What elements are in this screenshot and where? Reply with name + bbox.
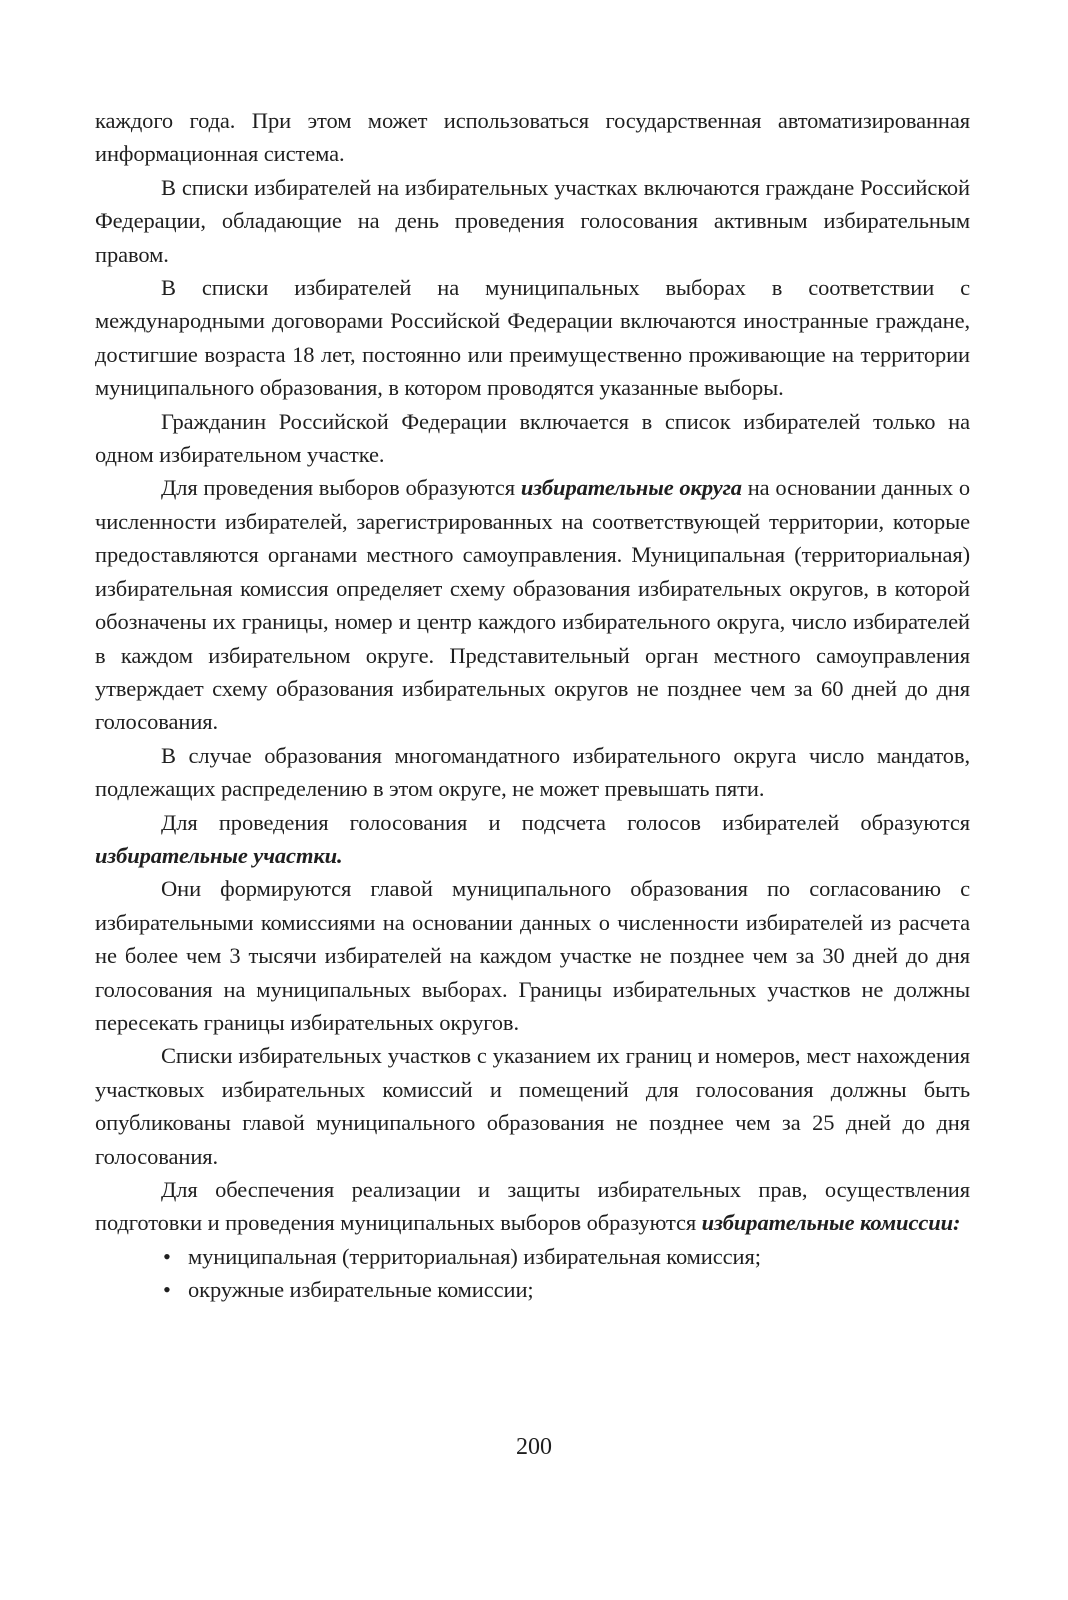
paragraph-8: Они формируются главой муниципального образования по согласованию с избирательными комиссиями на основании данных о численности избирателей из расчета не более чем 3 тысячи избирателей на каждом участке не позднее чем за 30 дней до дня голосования на муниципальных выборах. Границы избирательных участков не должны пересекать границы избирательных округов.: [95, 876, 970, 1035]
paragraph-9: Списки избирательных участков с указанием их границ и номеров, мест нахождения участковых избирательных комиссий и помещений для голосования должны быть опубликованы главой муниципального образования не позднее чем за 25 дней до дня голосования.: [95, 1043, 970, 1169]
page-body: [95, 104, 970, 1307]
paragraph-4: Гражданин Российской Федерации включается в список избирателей только на одном избирательном участке.: [95, 408, 970, 468]
paragraph-text: Для проведения выборов образуются: [161, 475, 521, 501]
term-polling-stations: избирательные участки.: [95, 842, 343, 868]
list-item-text: окружные избирательные комиссии;: [188, 1277, 534, 1303]
bullet-icon: •: [163, 1277, 171, 1303]
page-number: 200: [516, 1434, 552, 1460]
list-item-text: муниципальная (территориальная) избирательная комиссия;: [188, 1243, 761, 1269]
commission-list: [95, 1240, 970, 1307]
paragraph-3: В списки избирателей на муниципальных выборах в соответствии с международными договорами Российской Федерации включаются иностранные граждане, достигшие возраста 18 лет, постоянно или преимущественно проживающие на территории муниципального образования, в котором проводятся указанные выборы.: [95, 275, 970, 401]
paragraph-electoral-districts: [95, 471, 970, 738]
paragraph-text: на основании данных о численности избирателей, зарегистрированных на соответствующей территории, которые предоставляются органами местного самоуправления. Муниципальная (территориальная) избирательная комиссия определяет схему образования избирательных округов, в которой обозначены их границы, номер и центр каждого избирательного округа, число избирателей в каждом избирательном округе. Представительный орган местного самоуправления утверждает схему образования избирательных округов не позднее чем за 60 дней до дня голосования.: [95, 475, 971, 735]
paragraph-6: В случае образования многомандатного избирательного округа число мандатов, подлежащих распределению в этом округе, не может превышать пяти.: [95, 742, 970, 802]
paragraph-text: Для обеспечения реализации и защиты избирательных прав, осуществления подготовки и проведения муниципальных выборов образуются: [95, 1177, 970, 1236]
term-electoral-commissions: избирательные комиссии:: [701, 1210, 961, 1236]
list-item: [95, 1273, 970, 1306]
bullet-icon: •: [163, 1243, 171, 1269]
paragraph-1: каждого года. При этом может использоваться государственная автоматизированная информационная система.: [95, 108, 970, 167]
term-electoral-districts: избирательные округа: [520, 475, 742, 501]
paragraph-polling-stations: [95, 806, 970, 873]
list-item: [95, 1240, 970, 1273]
paragraph-2: В списки избирателей на избирательных участках включаются граждане Российской Федерации, обладающие на день проведения голосования активным избирательным правом.: [95, 174, 970, 267]
paragraph-electoral-commissions: [95, 1173, 970, 1240]
paragraph-text: Для проведения голосования и подсчета голосов избирателей образуются: [161, 809, 970, 835]
